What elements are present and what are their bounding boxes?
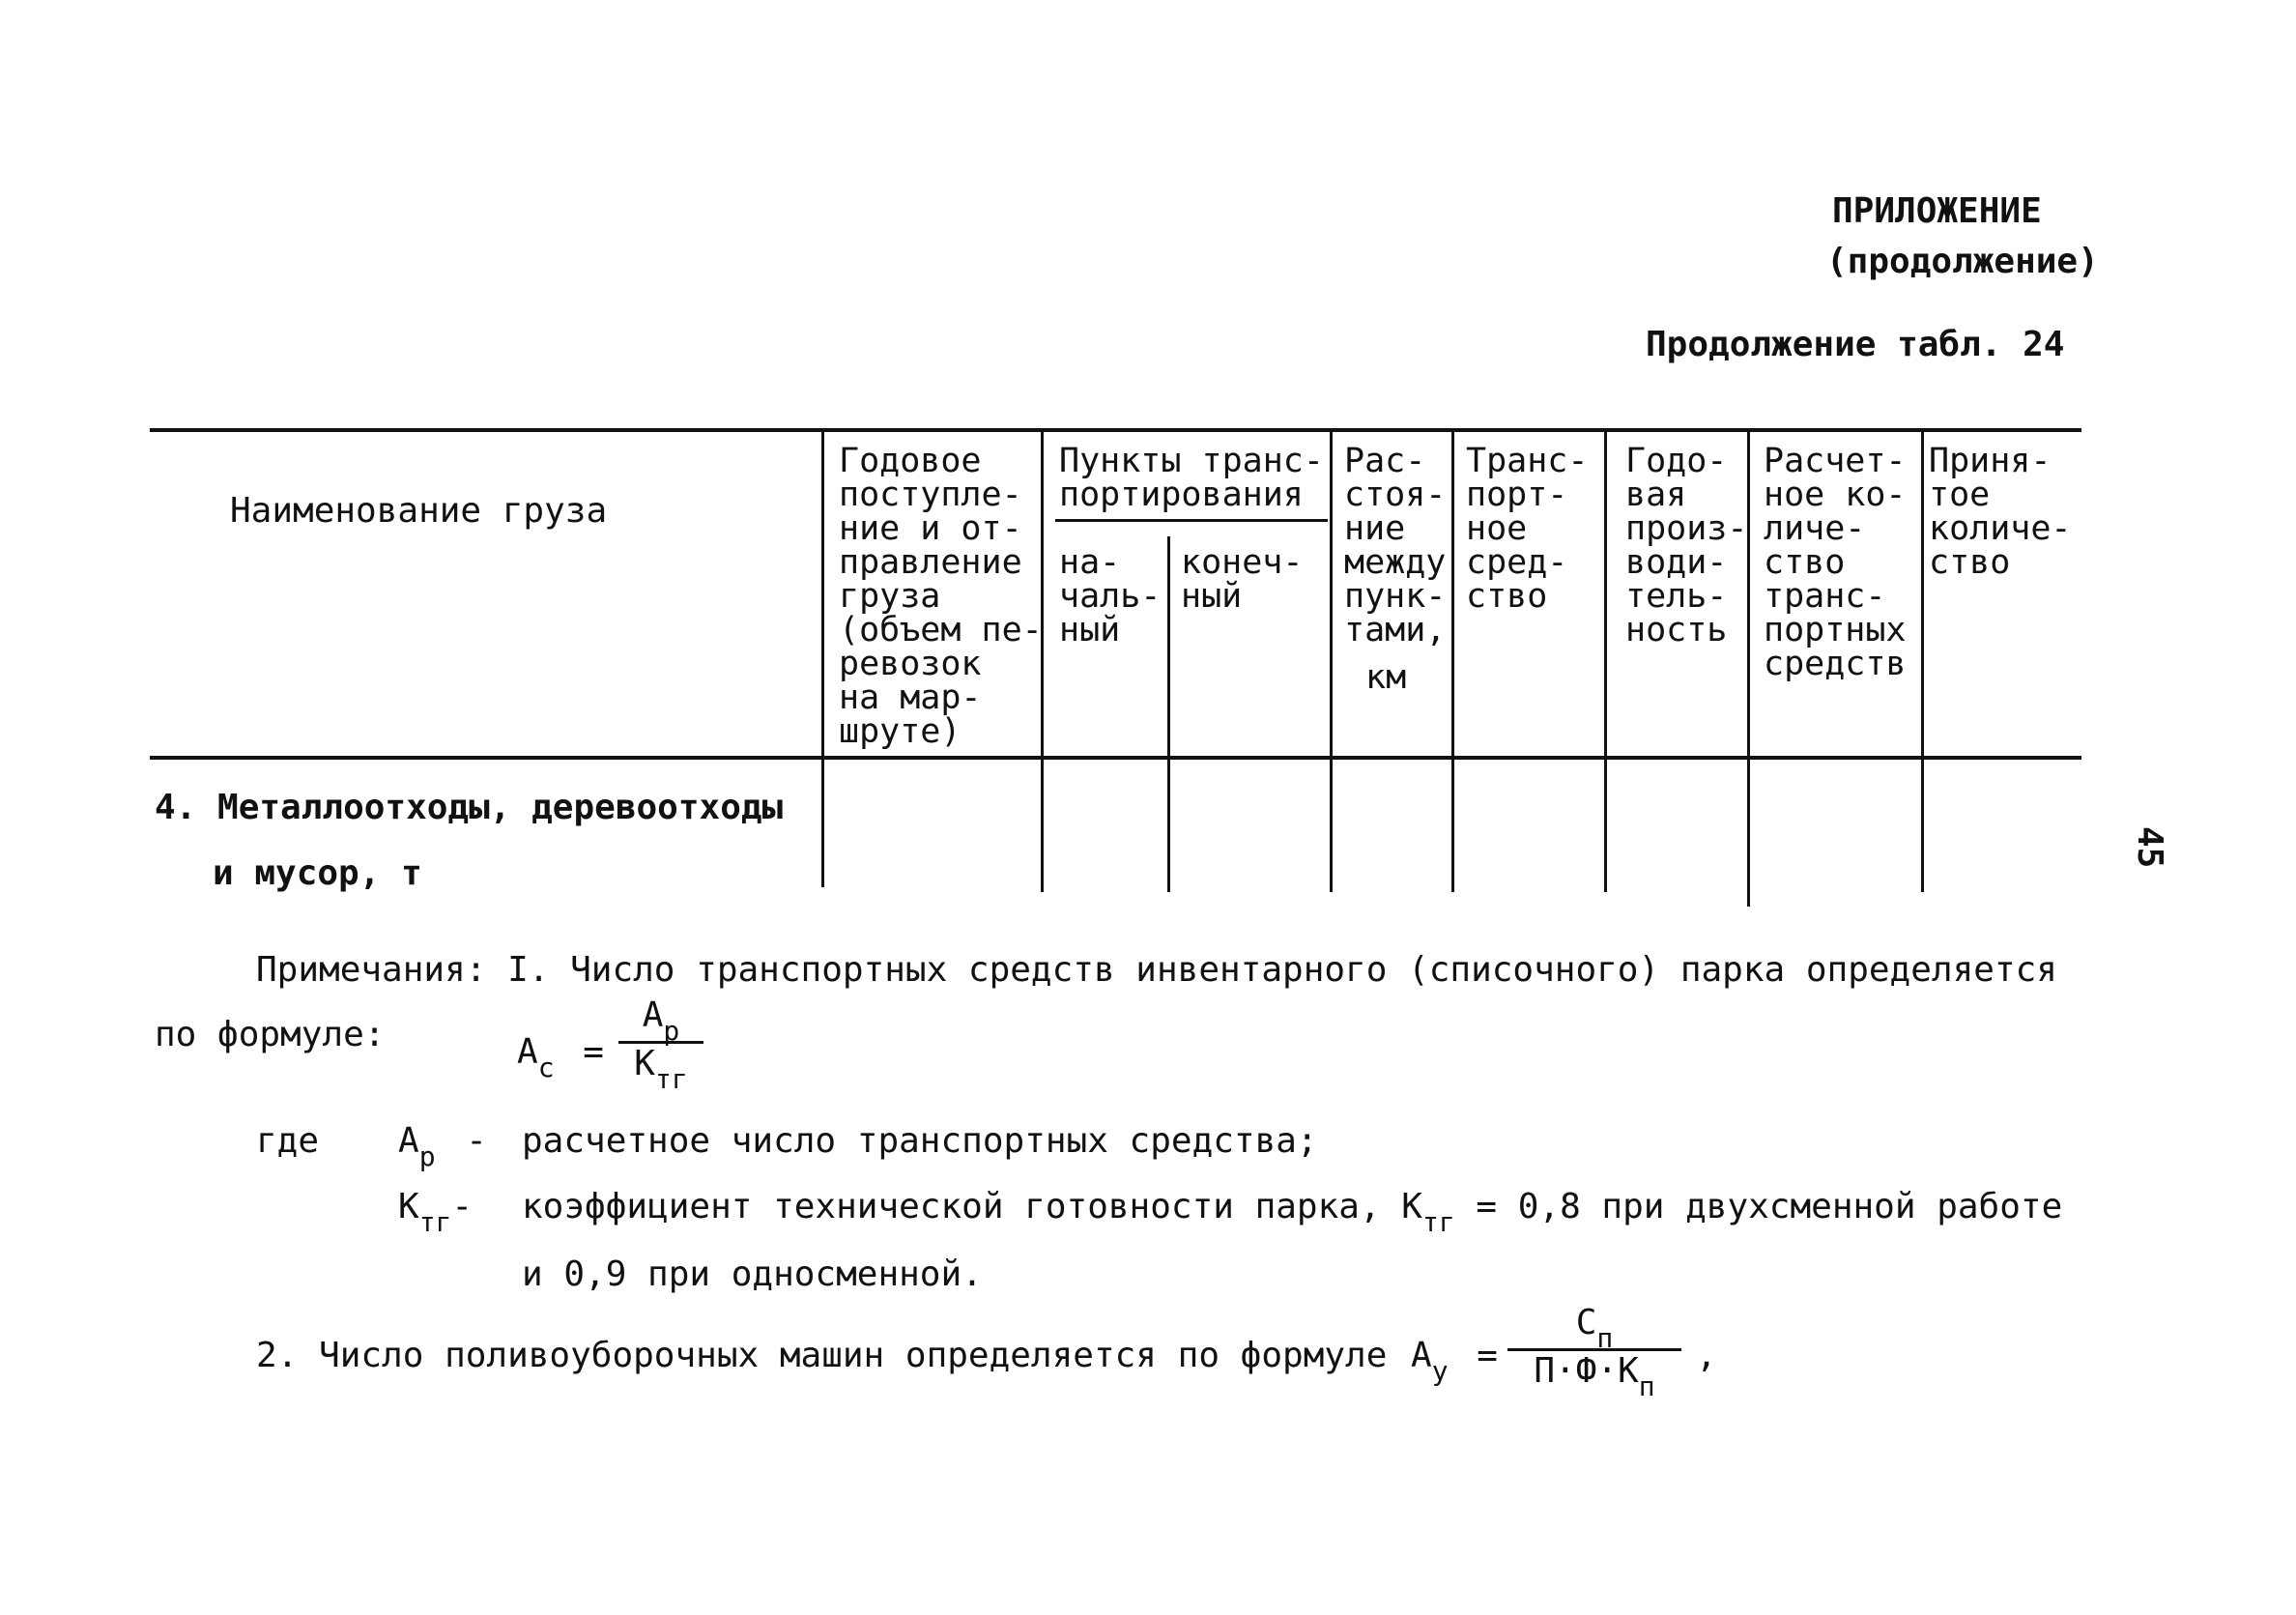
header-productivity: Годо- вая произ- води- тель- ность — [1625, 442, 1748, 649]
note2-text: 2. Число поливоуборочных машин определяется по формуле — [256, 1336, 1388, 1375]
def1-text: расчетное число транспортных средства; — [522, 1121, 1318, 1161]
row-cargo-line2: и мусор, т — [213, 853, 422, 893]
def1-symbol: $А_р$ - — [398, 1121, 487, 1172]
appendix-continuation: (продолжение) — [1826, 242, 2099, 281]
formula1-numerator: $А_р$ — [642, 995, 680, 1047]
col-divider-5 — [1451, 428, 1454, 892]
where-label: где — [256, 1121, 320, 1161]
header-accepted-count: Приня- тое количе- ство — [1929, 442, 2072, 582]
def2-symbol: $К_{тг}-$ — [398, 1187, 474, 1238]
formula1-denominator: $К_{тг}$ — [634, 1044, 688, 1095]
col-divider-3 — [1167, 536, 1170, 892]
table-header-rule — [150, 756, 2081, 760]
header-end-point: конеч- ный — [1181, 543, 1304, 616]
header-vehicle: Транс- порт- ное сред- ство — [1466, 442, 1589, 616]
col-divider-8 — [1921, 428, 1924, 892]
formula2-lhs: $А_у$ = — [1411, 1336, 1498, 1387]
header-points-group: Пункты транс- портирования — [1059, 442, 1324, 514]
appendix-label: ПРИЛОЖЕНИЕ — [1832, 191, 2042, 231]
page-number: 45 — [2130, 826, 2169, 869]
col-divider-4 — [1330, 428, 1333, 892]
col-divider-1 — [821, 428, 824, 887]
points-group-rule — [1055, 519, 1328, 522]
note1-line2: по формуле: — [155, 1015, 386, 1054]
formula2-numerator: $С_п$ — [1575, 1303, 1614, 1354]
col-divider-7 — [1747, 428, 1750, 907]
header-calc-count: Расчет- ное ко- личе- ство транс- портных средств — [1764, 442, 1907, 683]
formula2-denominator: $П\cdot Ф\cdot К_п$ — [1534, 1351, 1655, 1402]
table-caption: Продолжение табл. 24 — [1646, 325, 2065, 364]
header-distance: Рас- стоя- ние между пунк- тами, км — [1344, 442, 1447, 697]
row-cargo-line1: 4. Металлоотходы, деревоотходы — [155, 788, 784, 827]
formula2-fraction — [1507, 1303, 1681, 1402]
formula1-lhs: $А_с$ = — [517, 1032, 604, 1083]
formula2-trailing-comma: , — [1696, 1336, 1717, 1375]
formula1-fraction — [618, 995, 703, 1095]
header-annual-volume: Годовое поступле- ние и от- правление груза (объем пе- ревозок на мар- шруте) — [839, 442, 1043, 751]
def2-line2: и 0,9 при односменной. — [522, 1255, 983, 1294]
col-divider-6 — [1604, 428, 1607, 892]
def2-text: коэффициент технической готовности парка, $К_{тг} = 0,8$ при двухсменной работе — [522, 1187, 2063, 1238]
table-top-rule — [150, 428, 2081, 432]
note1-line1: Примечания: I. Число транспортных средств инвентарного (списочного) парка определяется — [256, 950, 2057, 990]
header-cargo-name: Наименование груза — [230, 491, 608, 531]
header-start-point: на- чаль- ный — [1059, 543, 1162, 649]
